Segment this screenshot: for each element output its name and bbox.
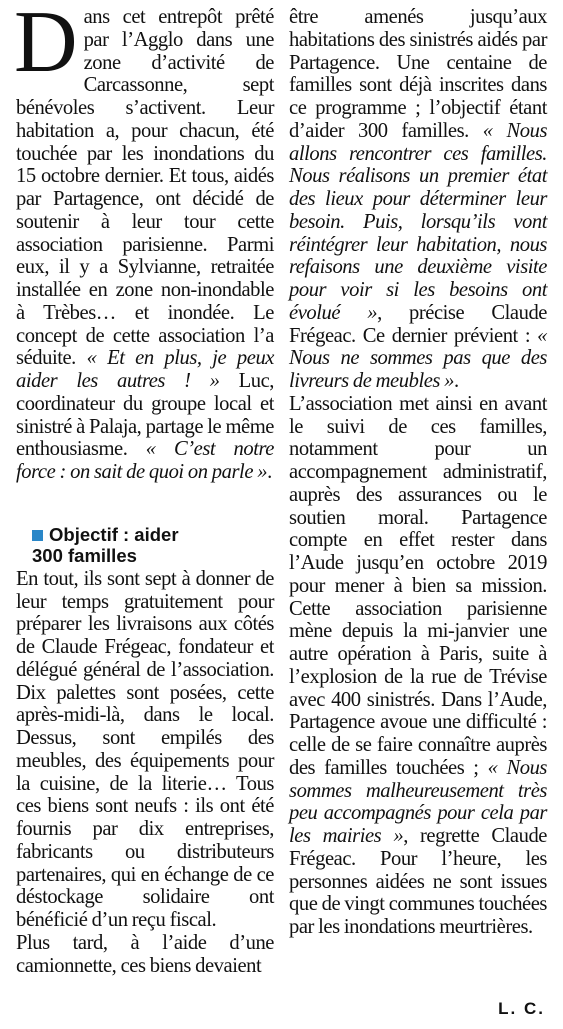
families-text-2: , précise Claude Frégeac. Ce dernier prévient : <box>289 301 547 347</box>
followup-text-end: , regrette Claude Frégeac. Pour l’heure, les personnes aidées ne sont issues que de vingt communes touchées par les inondations meurtrières. <box>289 825 547 938</box>
article-column-left <box>14 0 274 977</box>
drop-cap: D <box>14 0 78 91</box>
square-bullet-icon <box>32 530 43 541</box>
quote-luc: « C’est notre force : on sait de quoi on parle » <box>16 438 274 483</box>
families-text-end: . <box>454 370 459 392</box>
subhead-line-1: Objectif : aider <box>49 523 179 545</box>
section-subhead <box>32 524 274 566</box>
families-text: être amenés jusqu’aux habitations des sinistrés aidés par Partagence. Une centaine de familles sont déjà inscrites dans ce programme ; l’objectif étant d’aider 300 familles. <box>289 6 547 142</box>
lead-text-end: . <box>267 461 272 483</box>
paragraph-van: Plus tard, à l’aide d’une camionnette, ces biens devaient <box>16 931 274 977</box>
subhead-line-2: 300 familles <box>32 544 137 566</box>
quote-mairies: « Nous sommes malheureusement très peu accompagnés pour cela par les mairies » <box>289 756 547 847</box>
lead-text: ans cet entrepôt prêté par l’Agglo dans une zone d’activité de Carcassonne, sept bénévoles s’activent. Leur habitation a, pour chacun, été touchée par les inondations du 15 octobre dernier. Et tous, aidés par Partagence, ont décidé de soutenir à leur tour cette association parisienne. Parmi eux, il y a Sylvianne, retraitée installée en zone non-inondable à Trèbes… et inondée. Le concept de cette association l’a séduite. <box>16 6 274 370</box>
quote-sylvianne: « Et en plus, je peux aider les autres ! » <box>16 347 274 392</box>
paragraph-volunteers: En tout, ils sont sept à donner de leur temps gratuitement pour préparer les livraisons aux côtés de Claude Frégeac, fondateur et délégué général de l’association. Dix palettes sont posées, cette après-midi-là, dans le local. Dessus, sont empilés des meubles, des équipements pour la cuisine, de la literie… Tous ces biens sont neufs : ils ont été fournis par dix entreprises, fabricants ou distributeurs partenaires, qui en échange de ce déstockage solidaire ont bénéficié d’un reçu fiscal. <box>16 567 274 931</box>
lead-paragraph <box>14 0 274 484</box>
author-signature: L. C. <box>498 999 545 1018</box>
paragraph-followup <box>289 393 547 939</box>
quote-fregeac-visits: « Nous allons rencontrer ces familles. Nous réalisons un premier état des lieux pour déterminer leur besoin. Puis, lorsqu’ils vont réintégrer leur habitation, nous refaisons une deuxième visite pour voir si les besoins ont évolué » <box>289 119 548 324</box>
quote-fregeac-delivery: « Nous ne sommes pas que des livreurs de meubles » <box>289 324 547 392</box>
followup-text: L’association met ainsi en avant le suivi de ces familles, notamment pour un accompagnement administratif, auprès des assurances ou le soutien moral. Partagence compte en effet rester dans l’Aude jusqu’en octobre 2019 pour mener à bien sa mission. Cette association parisienne mène depuis la mi-janvier une autre opération à Paris, suite à l’explosion de la rue de Trévise avec 400 sinistrés. Dans l’Aude, Partagence avoue une difficulté : celle de se faire connaître auprès des familles touchées ; <box>289 392 547 779</box>
lead-text-luc: Luc, coordinateur du groupe local et sinistré à Palaja, partage le même enthousiasme. <box>16 370 274 461</box>
article-column-right <box>289 6 547 939</box>
paragraph-families <box>289 6 547 393</box>
